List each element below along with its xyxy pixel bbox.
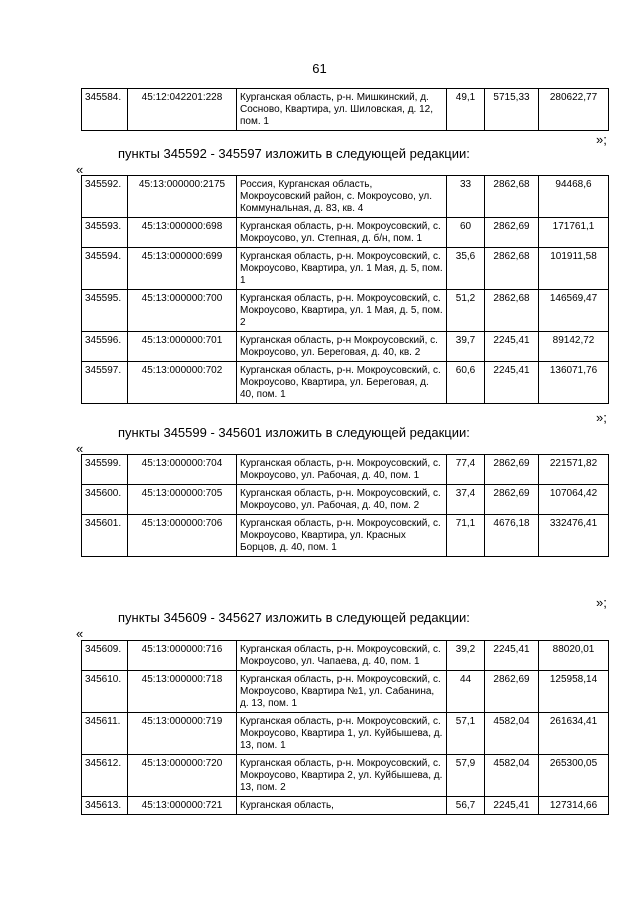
unit-price-cell: 2862,69 [485,455,539,485]
cadastral-number-cell: 45:13:000000:719 [128,713,237,755]
cadastral-number-cell: 45:13:000000:702 [128,362,237,404]
area-cell: 49,1 [447,89,485,131]
area-cell: 71,1 [447,515,485,557]
total-value-cell: 261634,41 [539,713,609,755]
table-row [82,713,609,755]
row-number-cell: 345613. [82,797,128,815]
unit-price-cell: 4582,04 [485,755,539,797]
total-value-cell: 101911,58 [539,248,609,290]
row-number-cell: 345596. [82,332,128,362]
closing-mark-1: »; [596,132,607,147]
unit-price-cell: 2245,41 [485,332,539,362]
total-value-cell: 332476,41 [539,515,609,557]
address-cell: Курганская область, р-н. Мокроусовский, с. Мокроусово, ул. Чапаева, д. 40, пом. 1 [237,641,447,671]
cadastral-number-cell: 45:13:000000:721 [128,797,237,815]
table-row [82,455,609,485]
cadastral-number-cell: 45:13:000000:698 [128,218,237,248]
total-value-cell: 125958,14 [539,671,609,713]
row-number-cell: 345597. [82,362,128,404]
total-value-cell: 88020,01 [539,641,609,671]
area-cell: 60 [447,218,485,248]
cadastral-number-cell: 45:13:000000:716 [128,641,237,671]
unit-price-cell: 2862,68 [485,248,539,290]
address-cell: Курганская область, р-н. Мокроусовский, с. Мокроусово, Квартира, ул. 1 Мая, д. 5, пом. 2 [237,290,447,332]
cadastral-number-cell: 45:13:000000:700 [128,290,237,332]
table-row [82,671,609,713]
unit-price-cell: 2862,68 [485,176,539,218]
total-value-cell: 265300,05 [539,755,609,797]
table-row [82,485,609,515]
opening-mark-1: « [76,162,84,177]
unit-price-cell: 4676,18 [485,515,539,557]
unit-price-cell: 4582,04 [485,713,539,755]
area-cell: 44 [447,671,485,713]
total-value-cell: 221571,82 [539,455,609,485]
closing-mark-2: »; [596,410,607,425]
table-1 [81,88,609,131]
cadastral-number-cell: 45:13:000000:718 [128,671,237,713]
unit-price-cell: 2862,69 [485,218,539,248]
unit-price-cell: 2245,41 [485,641,539,671]
cadastral-number-cell: 45:13:000000:720 [128,755,237,797]
address-cell: Курганская область, р-н. Мокроусовский, с. Мокроусово, Квартира, ул. 1 Мая, д. 5, пом. 1 [237,248,447,290]
total-value-cell: 146569,47 [539,290,609,332]
unit-price-cell: 2862,69 [485,671,539,713]
area-cell: 56,7 [447,797,485,815]
unit-price-cell: 2245,41 [485,797,539,815]
cadastral-number-cell: 45:13:000000:2175 [128,176,237,218]
area-cell: 33 [447,176,485,218]
row-number-cell: 345592. [82,176,128,218]
row-number-cell: 345600. [82,485,128,515]
opening-mark-2: « [76,441,84,456]
table-4 [81,640,609,815]
unit-price-cell: 2245,41 [485,362,539,404]
cadastral-number-cell: 45:13:000000:705 [128,485,237,515]
cadastral-number-cell: 45:13:000000:704 [128,455,237,485]
table-row [82,797,609,815]
row-number-cell: 345584. [82,89,128,131]
total-value-cell: 171761,1 [539,218,609,248]
total-value-cell: 280622,77 [539,89,609,131]
opening-mark-3: « [76,626,84,641]
address-cell: Курганская область, р-н. Мокроусовский, с. Мокроусово, Квартира 1, ул. Куйбышева, д. 13, пом. 1 [237,713,447,755]
row-number-cell: 345612. [82,755,128,797]
row-number-cell: 345593. [82,218,128,248]
area-cell: 51,2 [447,290,485,332]
row-number-cell: 345595. [82,290,128,332]
table-row [82,290,609,332]
closing-mark-3: »; [596,595,607,610]
area-cell: 39,2 [447,641,485,671]
cadastral-number-cell: 45:13:000000:699 [128,248,237,290]
section-heading-2: пункты 345599 - 345601 изложить в следующей редакции: [118,425,470,440]
area-cell: 57,1 [447,713,485,755]
table-row [82,176,609,218]
unit-price-cell: 5715,33 [485,89,539,131]
cadastral-number-cell: 45:13:000000:706 [128,515,237,557]
table-row [82,362,609,404]
address-cell: Курганская область, р-н. Мишкинский, д. Сосново, Квартира, ул. Шиловская, д. 12, пом. 1 [237,89,447,131]
cadastral-number-cell: 45:12:042201:228 [128,89,237,131]
total-value-cell: 89142,72 [539,332,609,362]
area-cell: 39,7 [447,332,485,362]
row-number-cell: 345599. [82,455,128,485]
address-cell: Курганская область, р-н. Мокроусовский, с. Мокроусово, ул. Степная, д. б/н, пом. 1 [237,218,447,248]
table-row [82,641,609,671]
table-row [82,218,609,248]
section-heading-3: пункты 345609 - 345627 изложить в следующей редакции: [118,610,470,625]
unit-price-cell: 2862,68 [485,290,539,332]
address-cell: Курганская область, р-н. Мокроусовский, с. Мокроусово, Квартира 2, ул. Куйбышева, д. 13, пом. 2 [237,755,447,797]
address-cell: Курганская область, р-н. Мокроусовский, с. Мокроусово, Квартира №1, ул. Сабанина, д. 13, пом. 1 [237,671,447,713]
table-row [82,515,609,557]
table-row [82,755,609,797]
row-number-cell: 345611. [82,713,128,755]
table-row [82,248,609,290]
row-number-cell: 345610. [82,671,128,713]
row-number-cell: 345594. [82,248,128,290]
total-value-cell: 136071,76 [539,362,609,404]
area-cell: 77,4 [447,455,485,485]
unit-price-cell: 2862,69 [485,485,539,515]
address-cell: Россия, Курганская область, Мокроусовский район, с. Мокроусово, ул. Коммунальная, д. 83, кв. 4 [237,176,447,218]
cadastral-number-cell: 45:13:000000:701 [128,332,237,362]
total-value-cell: 127314,66 [539,797,609,815]
address-cell: Курганская область, р-н. Мокроусовский, с. Мокроусово, ул. Рабочая, д. 40, пом. 1 [237,455,447,485]
area-cell: 57,9 [447,755,485,797]
total-value-cell: 107064,42 [539,485,609,515]
address-cell: Курганская область, [237,797,447,815]
area-cell: 60,6 [447,362,485,404]
address-cell: Курганская область, р-н. Мокроусовский, с. Мокроусово, Квартира, ул. Красных Борцов, д. 40, пом. 1 [237,515,447,557]
address-cell: Курганская область, р-н Мокроусовский, с. Мокроусово, ул. Береговая, д. 40, кв. 2 [237,332,447,362]
address-cell: Курганская область, р-н. Мокроусовский, с. Мокроусово, Квартира, ул. Береговая, д. 40, пом. 1 [237,362,447,404]
row-number-cell: 345601. [82,515,128,557]
area-cell: 35,6 [447,248,485,290]
section-heading-1: пункты 345592 - 345597 изложить в следующей редакции: [118,146,470,161]
total-value-cell: 94468,6 [539,176,609,218]
table-row [82,89,609,131]
area-cell: 37,4 [447,485,485,515]
table-row [82,332,609,362]
table-2 [81,175,609,404]
row-number-cell: 345609. [82,641,128,671]
page-number: 61 [312,61,327,76]
table-3 [81,454,609,557]
address-cell: Курганская область, р-н. Мокроусовский, с. Мокроусово, ул. Рабочая, д. 40, пом. 2 [237,485,447,515]
